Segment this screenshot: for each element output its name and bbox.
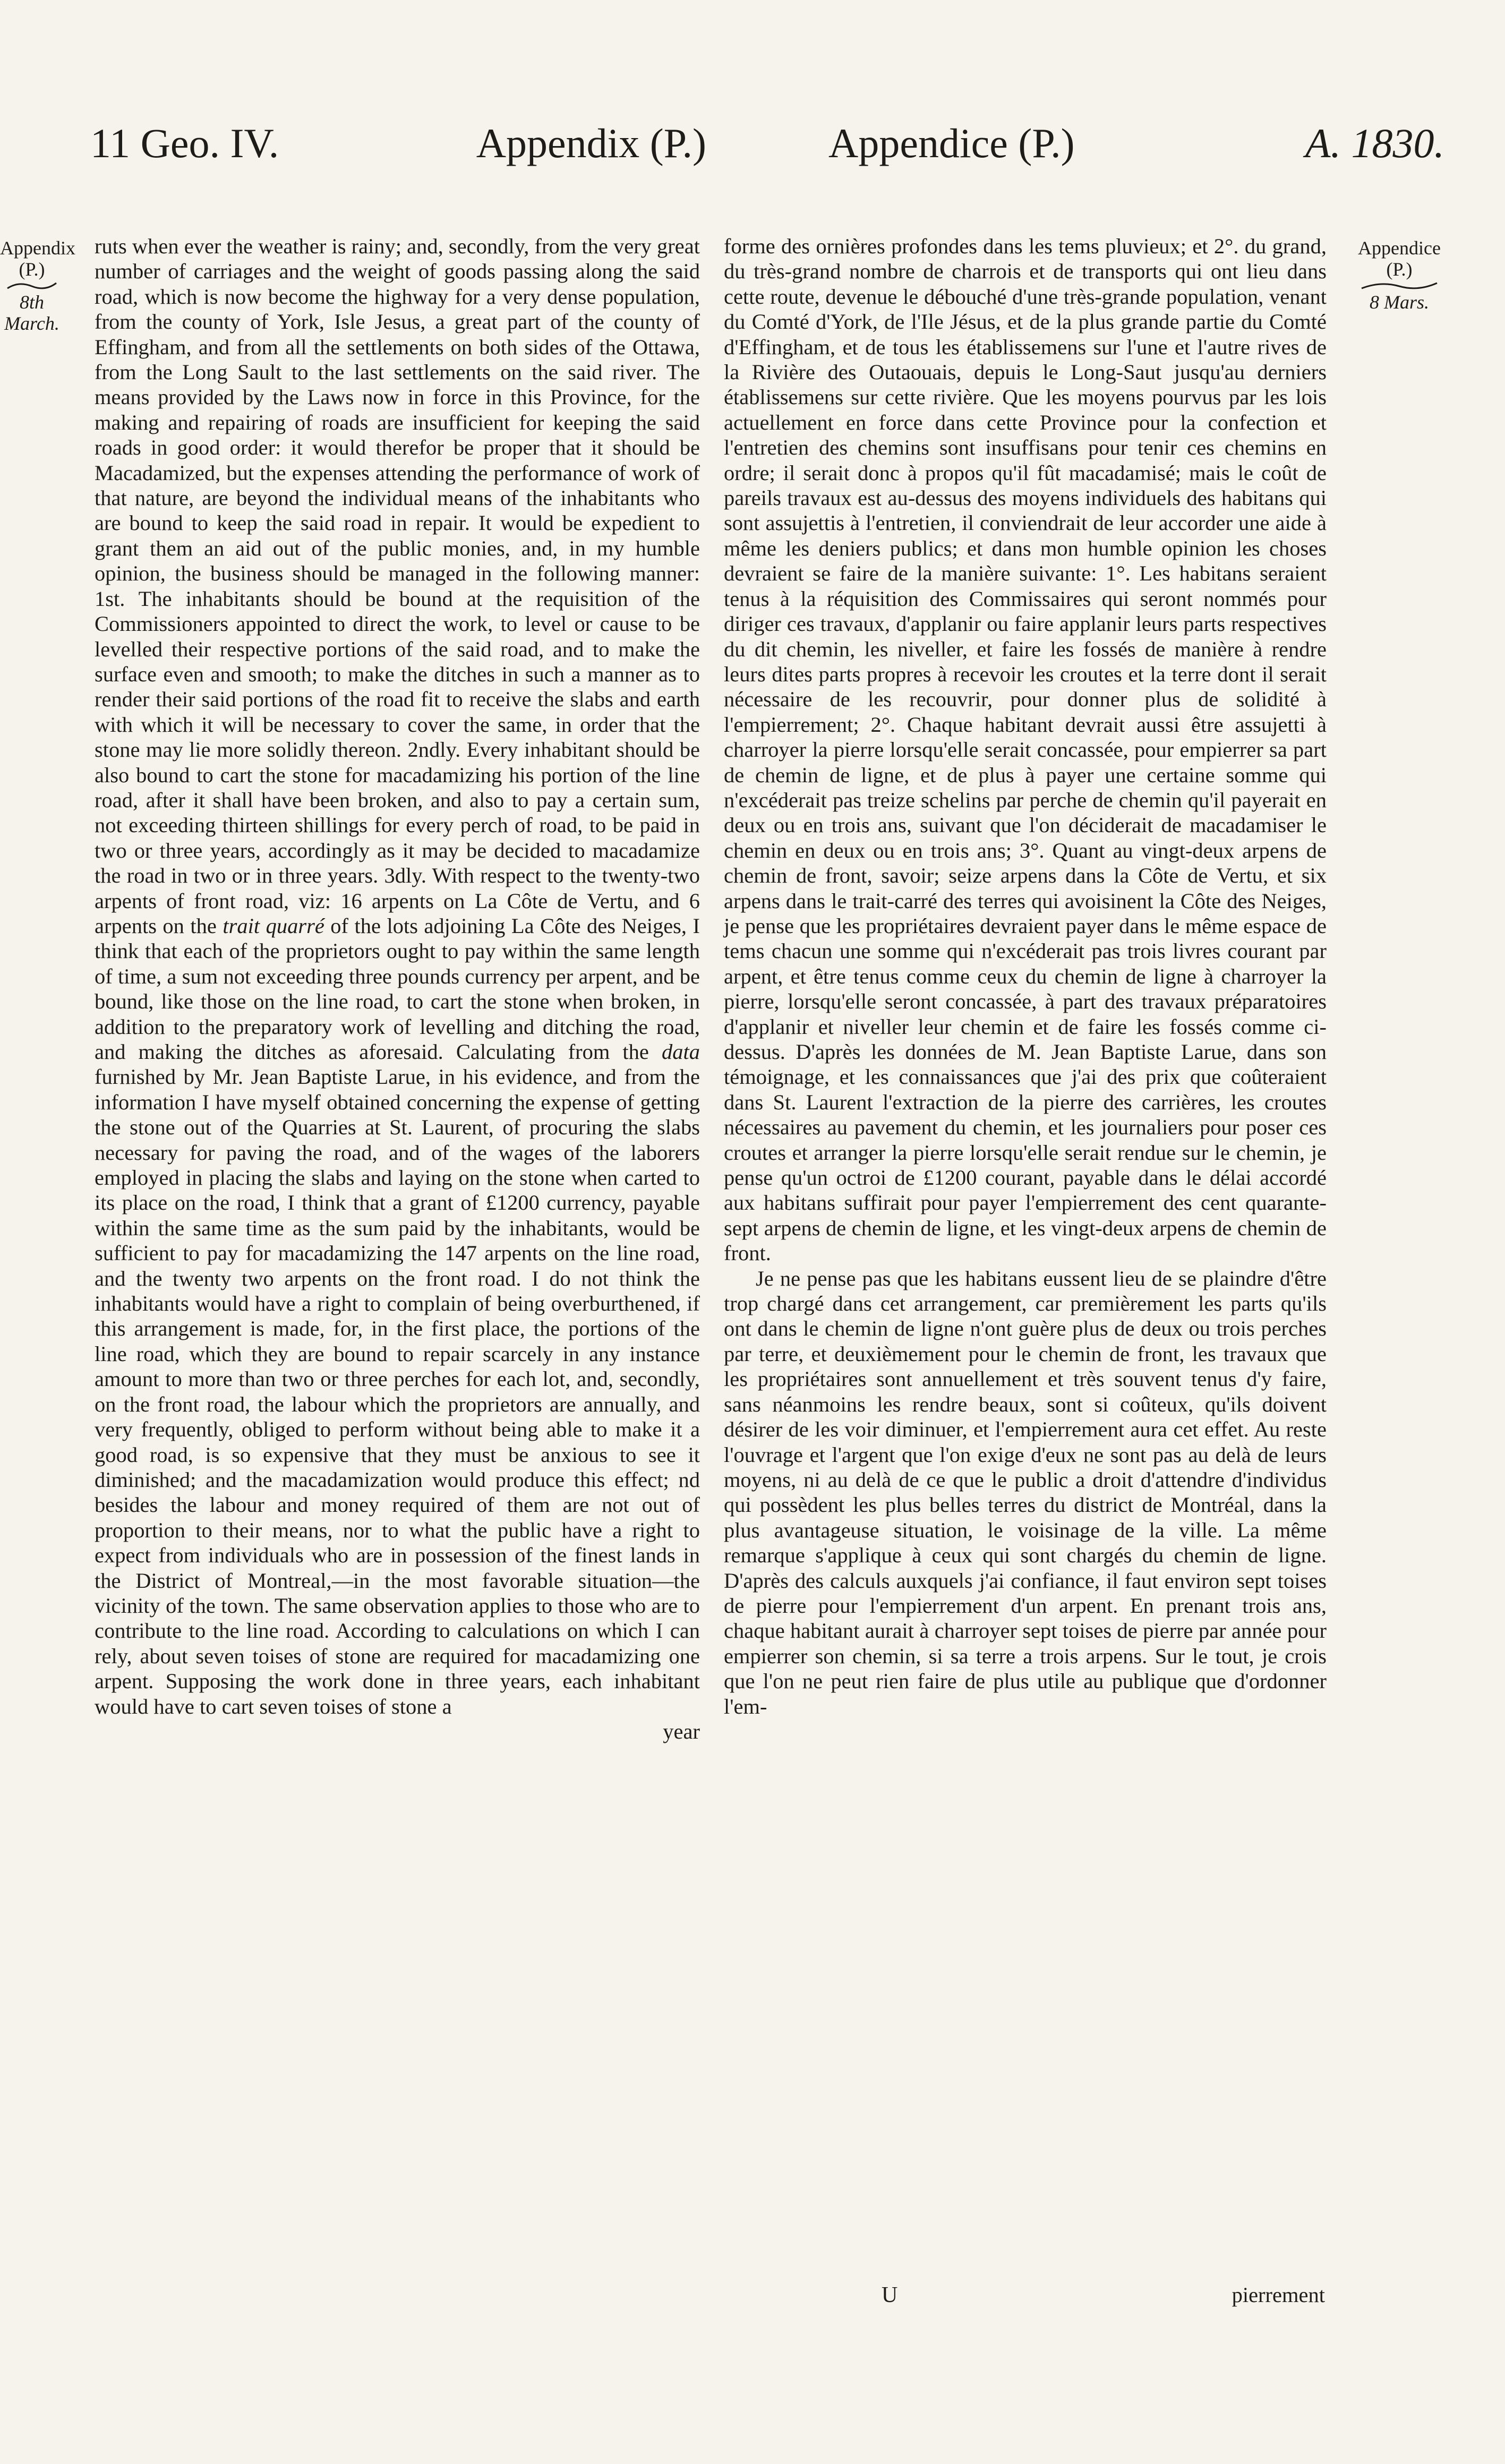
page-header-left bbox=[90, 114, 706, 173]
header-title-fr: Appendice (P.) bbox=[828, 120, 1075, 166]
margin-date: 8 Mars. bbox=[1369, 292, 1429, 313]
english-text-2: of the lots adjoining La Côte des Neiges, I think that each of the proprietors ought to pay within the same length of time, a sum not exceeding three pounds currency per arpent, and be bound, like those on the line road, to cart the stone when broken, in addition to the preparatory work of levelling and ditching the road, and making the ditches as aforesaid. Calculating from the bbox=[95, 913, 700, 1064]
french-paragraph-1: forme des ornières profondes dans les tems pluvieux; et 2°. du grand, du très-grand nombre de charrois et de transports qui ont lieu dans cette route, devenue le débouché d'une très-grande population, venant du Comté d'York, de l'Ile Jésus, et de la plus grande partie du Comté d'Effingham, et de tous les établissemens sur l'une et l'autre rives de la Rivière des Outaouais, depuis le Long-Saut jusqu'au derniers établissemens sur cette rivière. Que les moyens pourvus par les lois actuellement en force dans cette Province pour la confection et l'entretien des chemins sont insuffisans pour tenir ces chemins en ordre; il serait donc à propos qu'il fût macadamisé; mais le coût de pareils travaux est au-dessus des moyens individuels des habitans qui sont assujettis à l'entretien, il conviendrait de leur accorder une aide à même les deniers publics; et dans mon humble opinion les choses devraient se faire de la manière suivante: 1°. Les habitans seraient tenus à la réquisition des Commissaires qui seront nommés pour diriger ces travaux, d'applanir ou faire applanir leurs parts respectives du dit chemin, les niveller, et faire les fossés de manière à rendre leurs dites parts propres à recevoir les croutes et la terre dont il serait nécessaire de les recouvrir, pour donner plus de solidité à l'empierrement; 2°. Chaque habitant devrait aussi être assujetti à charroyer la pierre lorsqu'elle serait concassée, pour empierrer sa part de chemin de ligne, et de plus à payer une certaine somme qui n'excéderait pas treize schelins par perche de chemin qu'il payerait en deux ou en trois ans, suivant que l'on déciderait de macadamiser le chemin en deux ou en trois ans; 3°. Quant au vingt-deux arpens de chemin de front, savoir; seize arpens dans la Côte de Vertu, et six arpens dans le trait-carré des terres qui avoisinent la Côte des Neiges, je pense que les propriétaires devraient payer dans le même espace de tems chacun une somme qui n'excéderait pas trois livres courant par arpent, et être tenus comme ceux du chemin de ligne à charroyer la pierre, lorsqu'elle seront concassée, à part des travaux préparatoires d'applanir et niveller leur chemin et de faire les fossés comme ci-dessus. D'après les données de M. Jean Baptiste Larue, dans son témoignage, et les connaissances que j'ai des prix que coûteraient dans St. Laurent l'extraction de la pierre des carrières, les croutes nécessaires au pavement du chemin, et les journaliers pour poser ces croutes et arranger la pierre lorsqu'elle serait rendue sur le chemin, je pense qu'un octroi de £1200 courant, payable dans le délai accordé aux habitans suffirait pour payer l'empierrement des cent quarante-sept arpens de chemin de ligne, et les vingt-deux arpens de chemin de front. bbox=[724, 234, 1327, 1265]
english-text-1: ruts when ever the weather is rainy; and, secondly, from the very great number of carriages and the weight of goods passing along the said road, which is now become the highway for a very dense population, from the county of York, Isle Jesus, a great part of the county of Effingham, and from all the settlements on both sides of the Ottawa, from the Long Sault to the last settlements on the said river. The means provided by the Laws now in force in this Province, for the making and repairing of roads are insufficient for keeping the said roads in good order: it would therefor be proper that it should be Macadamized, but the expenses attending the performance of work of that nature, are beyond the individual means of the inhabitants who are bound to keep the said road in repair. It would be expedient to grant them an aid out of the public monies, and, in my humble opinion, the business should be managed in the following manner: 1st. The inhabitants should be bound at the requisition of the Commissioners appointed to direct the work, to level or cause to be levelled their respective portions of the said road, and to make the surface even and smooth; to make the ditches in such a manner as to render their said portions of the road fit to receive the slabs and earth with which it will be necessary to cover the same, in order that the stone may lie more solidly thereon. 2ndly. Every inhabitant should be also bound to cart the stone for macadamizing his portion of the line road, after it shall have been broken, and also to pay a certain sum, not exceeding thirteen shillings for every perch of road, to be paid in two or three years, accordingly as it may be decided to macadamize the road in two or in three years. 3dly. With respect to the twenty-two arpents of front road, viz: 16 arpents on La Côte de Vertu, and 6 arpents on the bbox=[95, 234, 700, 938]
english-italic-2: data bbox=[661, 1040, 700, 1064]
english-column bbox=[95, 234, 700, 1744]
swash-ornament-icon bbox=[1359, 280, 1439, 292]
english-text-3: furnished by Mr. Jean Baptiste Larue, in his evidence, and from the information I have myself obtained concerning the expense of getting the stone out of the Quarries at St. Laurent, of procuring the slabs necessary for paving the road, and of the wages of the laborers employed in placing the slabs and laying on the stone when carted to its place on the road, I think that a grant of £1200 currency, payable within the same time as the sum paid by the inhabitants, would be sufficient to pay for macadamizing the 147 arpents on the line road, and the twenty two arpents on the front road. I do not think the inhabitants would have a right to complain of being overburthened, if this arrangement is made, for, in the first place, the portions of the line road, which they are bound to repair scarcely in any instance amount to more than two or three perches for each lot, and, secondly, on the front road, the labour which the proprietors are annually, and very frequently, obliged to perform without being able to make it a good road, is so expensive that they must be anxious to see it diminished; and the macadamization would produce this effect; nd besides the labour and money required of them are not out of proportion to their means, nor to what the public have a right to expect from individuals who are in possession of the finest lands in the District of Montreal,—in the most favorable situation—the vicinity of the town. The same observation applies to those who are to contribute to the line road. According to calculations on which I can rely, about seven toises of stone are required for macadamizing one arpent. Supposing the work done in three years, each inhabitant would have to cart seven toises of stone a bbox=[95, 1065, 700, 1718]
margin-label: Appendice bbox=[1358, 237, 1441, 259]
swash-ornament-icon bbox=[5, 280, 58, 292]
french-catchword: pierrement bbox=[1232, 2283, 1325, 2307]
margin-note-left bbox=[0, 237, 75, 334]
signature-mark: U bbox=[882, 2283, 898, 2307]
header-title-en: Appendix (P.) bbox=[476, 120, 706, 166]
margin-label: Appendix bbox=[0, 237, 75, 259]
margin-sub: (P.) bbox=[19, 259, 45, 280]
page-header-right bbox=[828, 114, 1444, 173]
french-column bbox=[724, 234, 1327, 1719]
margin-date: 8th March. bbox=[4, 292, 59, 334]
header-year: A. 1830. bbox=[1305, 120, 1444, 166]
margin-note-right bbox=[1338, 237, 1460, 313]
english-catchword: year bbox=[663, 1719, 700, 1743]
french-paragraph-2: Je ne pense pas que les habitans eussent lieu de se plaindre d'être trop chargé dans cet arrangement, car premièrement les parts qu'ils ont dans le chemin de ligne n'ont guère plus de deux ou trois perches par terre, et deuxièmement pour le chemin de front, les travaux que les propriétaires sont annuellement et très souvent tenus d'y faire, sans néanmoins les rendre beaux, sont si coûteux, qu'ils doivent désirer de les voir diminuer, et l'empierrement aura cet effet. Au reste l'ouvrage et l'argent que l'on exige d'eux ne sont pas au delà de leurs moyens, ni au delà de ce que le public a droit d'attendre d'individus qui possèdent les plus belles terres du district de Montréal, dans la plus avantageuse situation, le voisinage de la ville. La même remarque s'applique à ceux qui sont chargés du chemin de ligne. D'après des calculs auxquels j'ai confiance, il faut environ sept toises de pierre pour l'empierrement d'un arpent. En prenant trois ans, chaque habitant aurait à charroyer sept toises de pierre par année pour empierrer son chemin, si sa terre a trois arpens. Sur le tout, je crois que l'on ne peut rien faire de plus utile au publique que d'ordonner l'em- bbox=[724, 1266, 1327, 1718]
english-paragraph bbox=[95, 234, 700, 1719]
margin-sub: (P.) bbox=[1386, 259, 1413, 280]
english-italic-1: trait quarré bbox=[223, 913, 324, 938]
header-session: 11 Geo. IV. bbox=[90, 120, 279, 166]
